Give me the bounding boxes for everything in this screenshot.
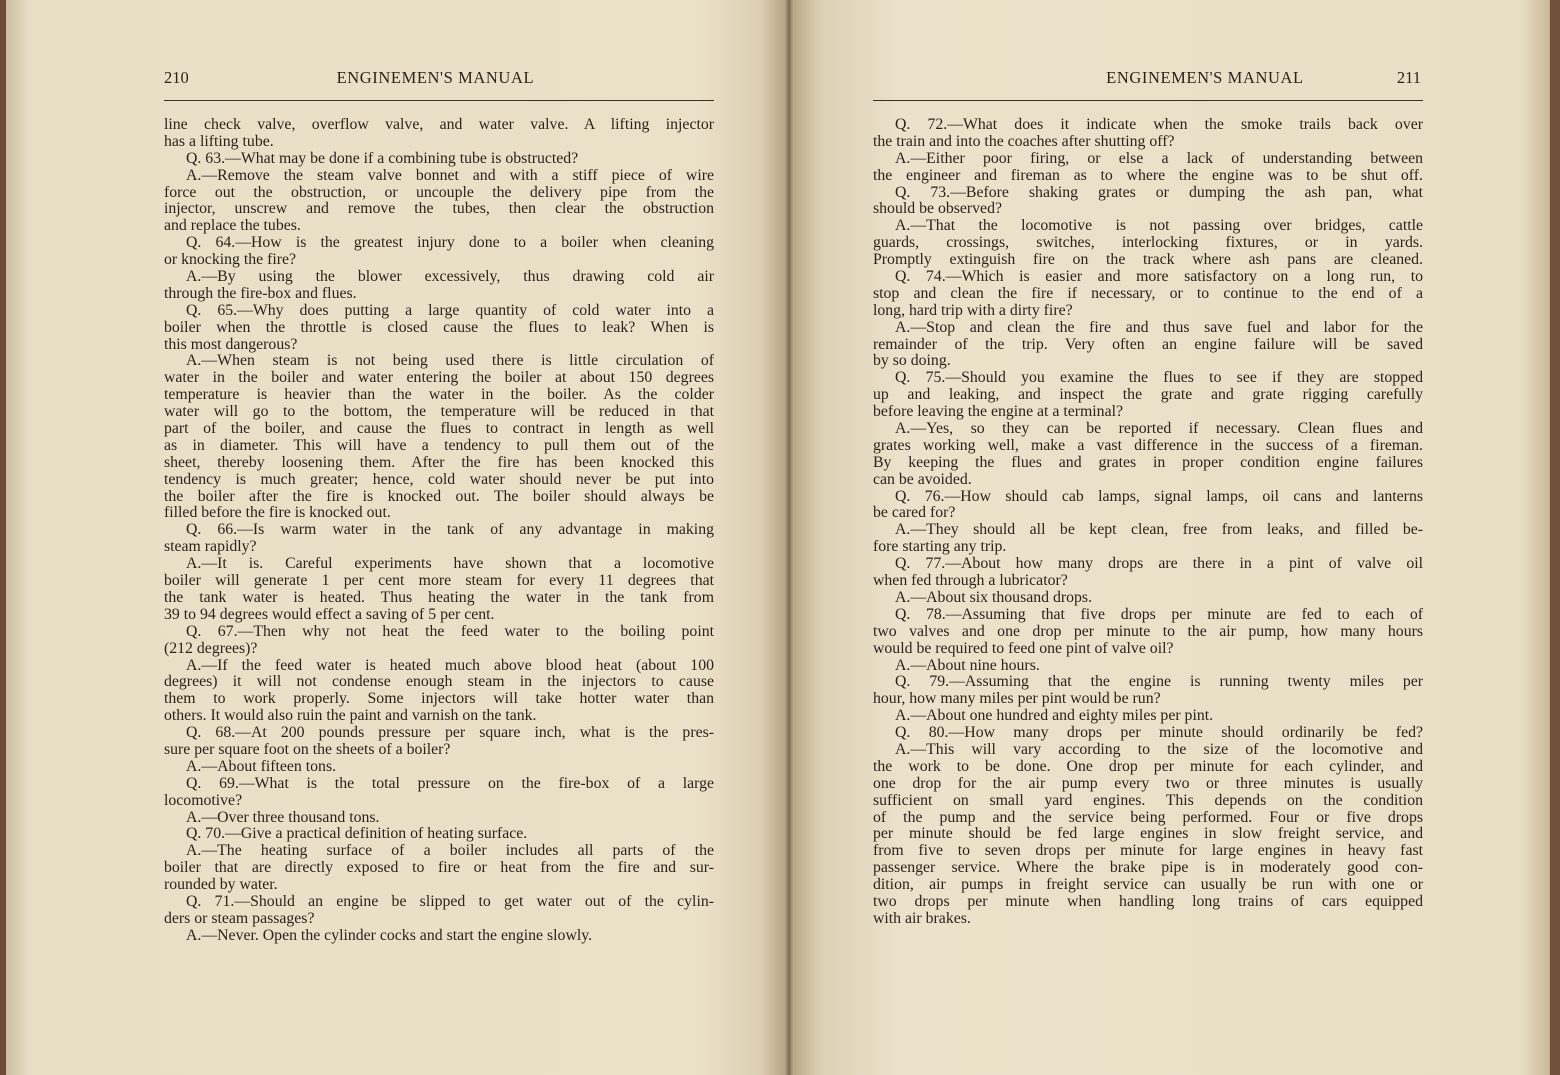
text-line: sheet, thereby loosening them. After the fire has been knocked this [164,453,714,471]
text-line: as in diameter. This will have a tendency to pull them out of the [164,436,714,454]
text-line: when fed through a lubricator? [873,572,1068,590]
text-line: with air brakes. [873,909,971,927]
text-line: them to work properly. Some injectors will take hotter water than [164,690,714,708]
text-line: A.—Yes, so they can be reported if necessary. Clean flues and [895,420,1423,438]
text-line: tendency is much greater; hence, cold water should never be put into [164,470,714,488]
text-line: long, hard trip with a dirty fire? [873,301,1073,319]
text-line: has a lifting tube. [164,132,274,150]
text-line: A.—About nine hours. [895,656,1040,674]
text-line: A.—That the locomotive is not passing over bridges, cattle [895,217,1423,235]
text-line: of the pump and the service being performed. Four or five drops [873,808,1423,826]
text-line: Q. 71.—Should an engine be slipped to get water out of the cylin- [186,892,714,910]
text-line: part of the boiler, and cause the flues to contract in length as well [164,420,714,438]
right-page-header [873,68,1423,101]
text-line: two valves and one drop per minute to the air pump, how many hours [873,622,1423,640]
text-line: locomotive? [164,791,243,809]
text-line: Q. 72.—What does it indicate when the smoke trails back over [895,116,1423,133]
text-line: rounded by water. [164,876,278,894]
text-line: Q. 69.—What is the total pressure on the fire-box of a large [186,774,714,792]
text-line: A.—This will vary according to the size of the locomotive and [895,740,1423,758]
text-line: 39 to 94 degrees would effect a saving of 5 per cent. [164,605,495,623]
left-cover-edge [0,0,6,1075]
text-line: A.—About one hundred and eighty miles per pint. [895,707,1214,725]
text-line: temperature is heavier than the water in the boiler. As the colder [164,386,714,404]
text-line: By keeping the flues and grates in proper condition engine failures [873,453,1423,471]
text-line: A.—Never. Open the cylinder cocks and start the engine slowly. [186,926,593,944]
text-line: Q. 66.—Is warm water in the tank of any advantage in making [186,521,714,539]
text-line: two drops per minute when handling long trains of cars equipped [873,892,1423,910]
text-line: before leaving the engine at a terminal? [873,403,1123,421]
text-line: the work to be done. One drop per minute for each cylinder, and [873,757,1423,775]
text-line: hour, how many miles per pint would be run? [873,690,1161,708]
text-line: boiler when the throttle is closed cause the flues to leak? When is [164,318,714,336]
text-line: water will go to the bottom, the temperature will be reduced in that [164,403,714,421]
text-line: stop and clean the fire if necessary, or to continue to the end of a [873,284,1423,302]
text-line: A.—If the feed water is heated much above blood heat (about 100 [186,656,714,674]
text-line: grates working well, make a vast difference in the success of a fireman. [873,436,1423,454]
text-line: line check valve, overflow valve, and water valve. A lifting injector [164,116,714,133]
text-line: dition, air pumps in freight service can usually be run with one or [873,876,1423,894]
text-line: Q. 76.—How should cab lamps, signal lamps, oil cans and lanterns [895,487,1423,505]
text-line: Q. 80.—How many drops per minute should ordinarily be fed? [895,724,1423,742]
text-line: up and leaking, and inspect the grate and grate rigging carefully [873,386,1423,404]
text-line: this most dangerous? [164,335,298,353]
text-line: be cared for? [873,504,956,522]
text-line: A.—Over three thousand tons. [186,808,380,826]
text-line: others. It would also ruin the paint and varnish on the tank. [164,707,537,725]
text-line: boiler will generate 1 per cent more steam for every 11 degrees that [164,572,714,590]
right-page [873,68,1423,928]
text-line: A.—Either poor firing, or else a lack of understanding between [895,149,1423,167]
text-line: from five to seven drops per minute for large engines in heavy fast [873,842,1423,860]
text-line: or knocking the fire? [164,251,297,269]
text-line: sufficient on small yard engines. This depends on the condition [873,791,1423,809]
text-line: sure per square foot on the sheets of a boiler? [164,740,451,758]
text-line: A.—Remove the steam valve bonnet and with a stiff piece of wire [186,166,714,184]
text-line: A.—The heating surface of a boiler includes all parts of the [186,842,714,860]
text-line: and replace the tubes. [164,217,301,235]
left-page-header [164,68,714,101]
text-line: can be avoided. [873,470,972,488]
right-page-number: 211 [1396,68,1421,87]
text-line: Q. 77.—About how many drops are there in a pint of valve oil [895,555,1423,573]
text-line: Q. 70.—Give a practical definition of heating surface. [186,825,528,843]
text-line: A.—By using the blower excessively, thus drawing cold air [186,268,714,286]
text-line: ders or steam passages? [164,909,315,927]
text-line: Q. 64.—How is the greatest injury done to a boiler when cleaning [186,234,714,252]
text-line: Q. 63.—What may be done if a combining tube is obstructed? [186,149,579,167]
text-line: through the fire-box and flues. [164,284,357,302]
text-line: the engineer and fireman as to where the engine was to be shut off. [873,166,1423,184]
text-line: Q. 65.—Why does putting a large quantity of cold water into a [186,301,714,319]
text-line: by so doing. [873,352,951,370]
text-line: A.—About six thousand drops. [895,588,1093,606]
text-line: should be observed? [873,200,1002,218]
right-running-head: ENGINEMEN'S MANUAL [1106,68,1304,87]
left-page-number: 210 [164,68,189,87]
right-cover-edge [1550,0,1560,1075]
text-line: one drop for the air pump every two or three minutes is usually [873,774,1423,792]
text-line: the boiler after the fire is knocked out. The boiler should always be [164,487,714,505]
text-line: injector, unscrew and remove the tubes, then clear the obstruction [164,200,714,218]
text-line: remainder of the trip. Very often an engine failure will be saved [873,335,1423,353]
text-line: (212 degrees)? [164,639,258,657]
text-line: the tank water is heated. Thus heating the water in the tank from [164,588,714,606]
text-line: steam rapidly? [164,538,257,556]
text-line: A.—About fifteen tons. [186,757,337,775]
left-running-head: ENGINEMEN'S MANUAL [336,68,535,87]
text-line: Q. 78.—Assuming that five drops per minute are fed to each of [895,605,1423,623]
right-page-body [873,117,1423,928]
text-line: force out the obstruction, or uncouple the delivery pipe from the [164,183,714,201]
text-line: boiler that are directly exposed to fire or heat from the fire and sur- [164,859,714,877]
left-page [164,68,714,945]
text-line: A.—Stop and clean the fire and thus save fuel and labor for the [895,318,1423,336]
text-line: Q. 75.—Should you examine the flues to see if they are stopped [895,369,1423,387]
text-line: Q. 67.—Then why not heat the feed water to the boiling point [186,622,714,640]
text-line: A.—When steam is not being used there is little circulation of [186,352,714,370]
text-line: degrees) it will not condense enough steam in the injectors to cause [164,673,714,691]
text-line: A.—It is. Careful experiments have shown that a locomotive [186,555,714,573]
text-line: would be required to feed one pint of valve oil? [873,639,1174,657]
text-line: Q. 79.—Assuming that the engine is running twenty miles per [895,673,1423,691]
text-line: per minute should be fed large engines in slow freight service, and [873,825,1423,843]
text-line: water in the boiler and water entering the boiler at about 150 degrees [164,369,714,387]
text-line: fore starting any trip. [873,538,1007,556]
text-line: the train and into the coaches after shutting off? [873,132,1175,150]
text-line: filled before the fire is knocked out. [164,504,391,522]
text-line: Q. 74.—Which is easier and more satisfactory on a long run, to [895,268,1423,286]
text-line: Q. 68.—At 200 pounds pressure per square inch, what is the pres- [186,724,714,742]
text-line: Promptly extinguish fire on the track where ash pans are cleaned. [873,251,1423,269]
text-line: passenger service. Where the brake pipe is in moderately good con- [873,859,1423,877]
left-page-body [164,117,714,945]
text-line: A.—They should all be kept clean, free from leaks, and filled be- [895,521,1423,539]
text-line: guards, crossings, switches, interlocking fixtures, or in yards. [873,234,1423,252]
text-line: Q. 73.—Before shaking grates or dumping the ash pan, what [895,183,1423,201]
